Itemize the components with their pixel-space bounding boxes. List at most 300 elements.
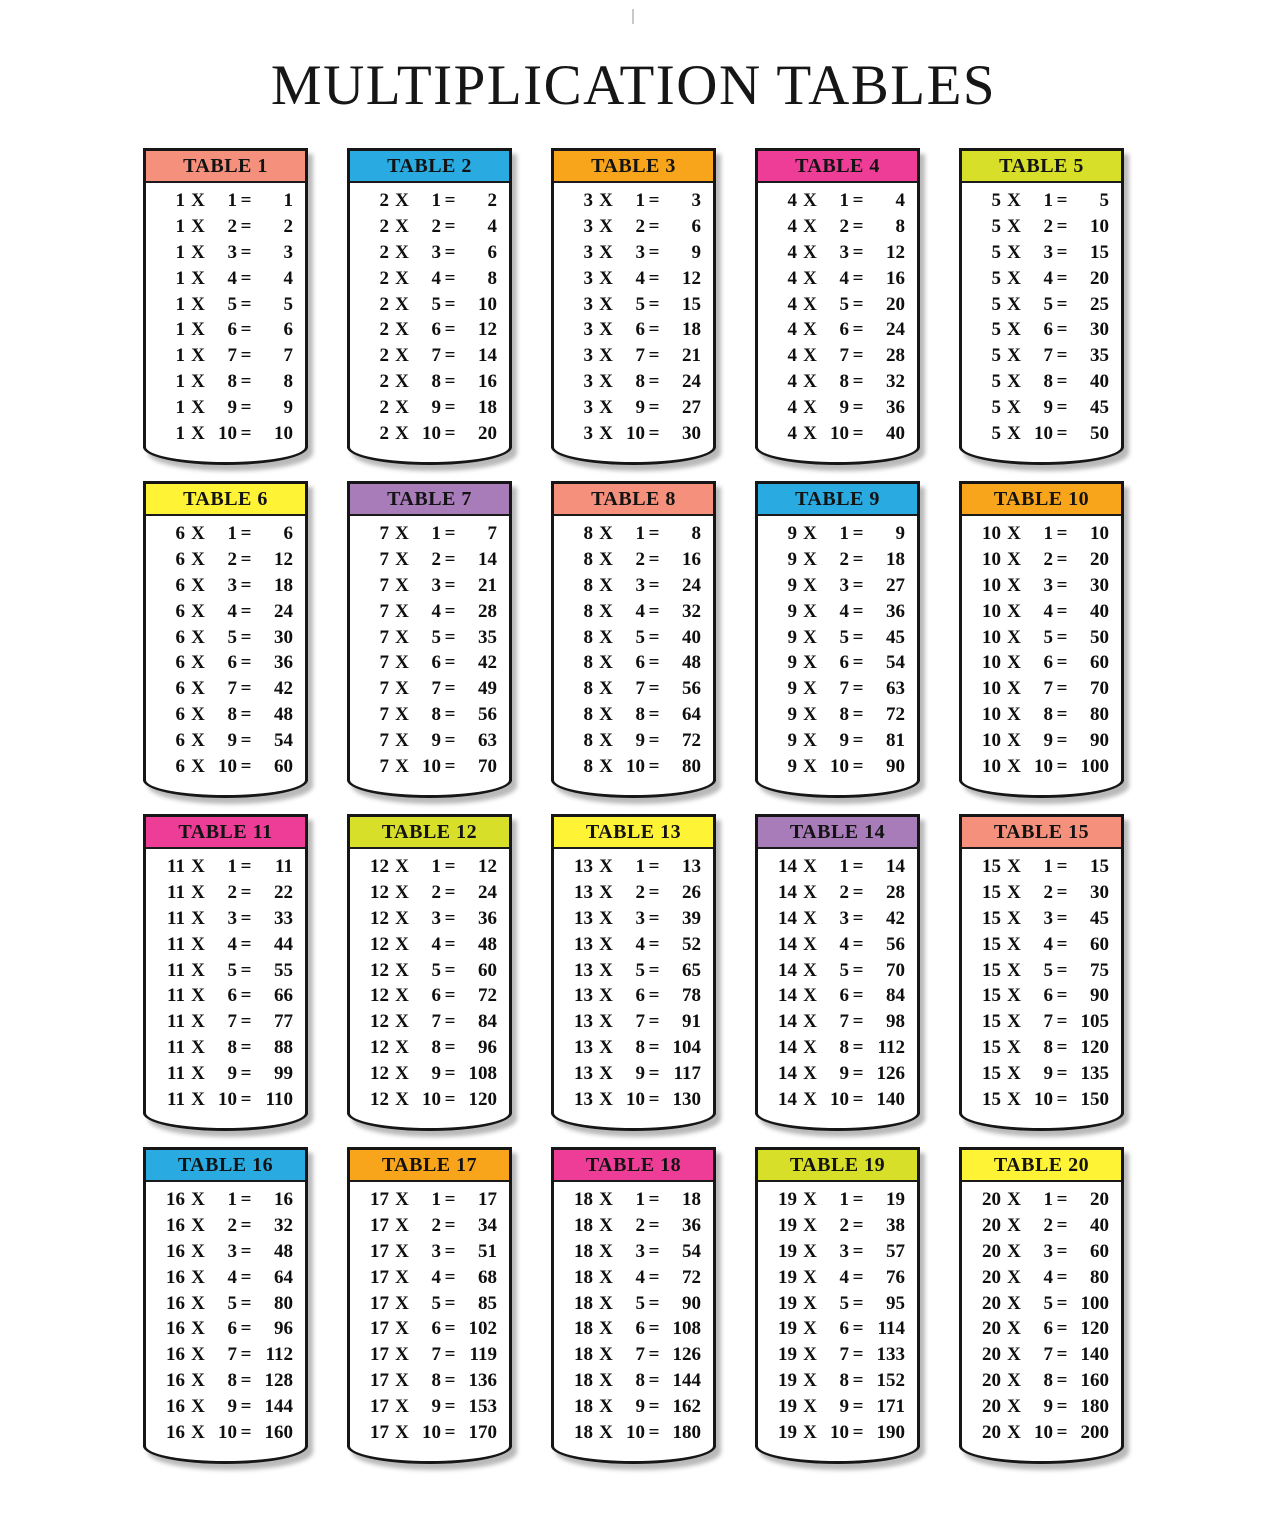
table-card-18: [551, 1147, 716, 1447]
table-card-rows: [146, 849, 305, 1112]
multiplier: 7: [1043, 345, 1053, 367]
multiplicand: 6: [175, 755, 185, 777]
equals-sign: =: [1056, 652, 1068, 674]
product: 65: [682, 959, 701, 981]
multiplicand: 18: [574, 1266, 593, 1288]
multiplicand: 18: [574, 1215, 593, 1237]
table-card-header: [758, 1150, 917, 1182]
multiplier: 6: [1043, 1318, 1053, 1340]
times-operator: X: [599, 345, 613, 367]
multiplication-row: [971, 343, 1109, 369]
product: 60: [1090, 652, 1109, 674]
multiplier: 4: [227, 933, 237, 955]
multiplication-row: [767, 421, 905, 447]
multiplication-row: [971, 240, 1109, 266]
multiplier: 2: [431, 216, 441, 238]
multiplication-row: [563, 395, 701, 421]
multiplication-row: [155, 599, 293, 625]
equals-sign: =: [1056, 190, 1068, 212]
equals-sign: =: [648, 652, 660, 674]
multiplicand: 13: [574, 959, 593, 981]
times-operator: X: [1007, 1395, 1021, 1417]
times-operator: X: [395, 985, 409, 1007]
equals-sign: =: [852, 907, 864, 929]
multiplicand: 4: [787, 396, 797, 418]
multiplier: 4: [227, 1266, 237, 1288]
multiplication-row: [767, 854, 905, 880]
multiplicand: 1: [175, 345, 185, 367]
multiplicand: 3: [583, 319, 593, 341]
multiplier: 2: [1043, 882, 1053, 904]
multiplication-row: [359, 369, 497, 395]
times-operator: X: [1007, 1344, 1021, 1366]
multiplicand: 20: [982, 1395, 1001, 1417]
equals-sign: =: [852, 1344, 864, 1366]
product: 190: [876, 1421, 905, 1443]
times-operator: X: [395, 600, 409, 622]
table-card-title: TABLE 12: [381, 821, 478, 844]
product: 91: [682, 1011, 701, 1033]
multiplier: 7: [431, 678, 441, 700]
table-card-rows: [962, 516, 1121, 779]
product: 102: [468, 1318, 497, 1340]
multiplicand: 13: [574, 1062, 593, 1084]
table-card-11: [143, 814, 308, 1114]
multiplier: 10: [1034, 755, 1053, 777]
multiplicand: 3: [583, 422, 593, 444]
multiplier: 4: [839, 600, 849, 622]
equals-sign: =: [1056, 907, 1068, 929]
table-card-17: [347, 1147, 512, 1447]
table-card-rows: [758, 1182, 917, 1445]
product: 72: [682, 729, 701, 751]
table-card-title: TABLE 18: [585, 1154, 682, 1177]
multiplicand: 16: [166, 1369, 185, 1391]
multiplication-row: [767, 728, 905, 754]
product: 54: [886, 652, 905, 674]
multiplicand: 17: [370, 1344, 389, 1366]
equals-sign: =: [852, 1011, 864, 1033]
multiplication-row: [971, 1187, 1109, 1213]
multiplicand: 13: [574, 882, 593, 904]
equals-sign: =: [648, 882, 660, 904]
multiplier: 10: [626, 1088, 645, 1110]
times-operator: X: [803, 216, 817, 238]
product: 35: [1090, 345, 1109, 367]
multiplication-row: [155, 521, 293, 547]
multiplication-row: [767, 1420, 905, 1446]
times-operator: X: [395, 574, 409, 596]
equals-sign: =: [852, 729, 864, 751]
multiplicand: 4: [787, 216, 797, 238]
multiplication-row: [971, 754, 1109, 780]
multiplier: 9: [431, 729, 441, 751]
product: 120: [468, 1088, 497, 1110]
times-operator: X: [803, 319, 817, 341]
multiplier: 7: [431, 345, 441, 367]
equals-sign: =: [648, 755, 660, 777]
multiplication-row: [155, 625, 293, 651]
equals-sign: =: [240, 1395, 252, 1417]
product: 77: [274, 1011, 293, 1033]
multiplicand: 10: [982, 549, 1001, 571]
product: 5: [1099, 190, 1109, 212]
multiplication-row: [155, 958, 293, 984]
multiplier: 7: [635, 1011, 645, 1033]
multiplicand: 7: [379, 652, 389, 674]
product: 133: [876, 1344, 905, 1366]
product: 117: [673, 1062, 701, 1084]
product: 10: [478, 293, 497, 315]
multiplication-row: [767, 1087, 905, 1113]
times-operator: X: [803, 1266, 817, 1288]
product: 3: [691, 190, 701, 212]
equals-sign: =: [852, 626, 864, 648]
multiplicand: 13: [574, 1011, 593, 1033]
product: 14: [478, 549, 497, 571]
multiplication-row: [155, 1239, 293, 1265]
multiplicand: 16: [166, 1189, 185, 1211]
multiplier: 5: [431, 293, 441, 315]
multiplier: 5: [431, 1292, 441, 1314]
table-card-header: [962, 484, 1121, 516]
multiplication-row: [563, 1368, 701, 1394]
times-operator: X: [599, 267, 613, 289]
product: 4: [895, 190, 905, 212]
multiplicand: 2: [379, 267, 389, 289]
multiplication-row: [155, 1316, 293, 1342]
times-operator: X: [803, 1189, 817, 1211]
equals-sign: =: [1056, 1240, 1068, 1262]
equals-sign: =: [648, 959, 660, 981]
times-operator: X: [395, 1011, 409, 1033]
multiplication-row: [563, 906, 701, 932]
times-operator: X: [803, 626, 817, 648]
equals-sign: =: [852, 703, 864, 725]
times-operator: X: [599, 319, 613, 341]
multiplicand: 9: [787, 549, 797, 571]
equals-sign: =: [240, 293, 252, 315]
equals-sign: =: [648, 345, 660, 367]
table-card-header: [962, 817, 1121, 849]
times-operator: X: [1007, 755, 1021, 777]
multiplicand: 8: [583, 626, 593, 648]
multiplicand: 15: [982, 985, 1001, 1007]
multiplicand: 1: [175, 293, 185, 315]
equals-sign: =: [852, 1062, 864, 1084]
product: 68: [478, 1266, 497, 1288]
multiplicand: 19: [778, 1240, 797, 1262]
multiplier: 2: [1043, 1215, 1053, 1237]
table-card-rows: [146, 1182, 305, 1445]
equals-sign: =: [648, 1215, 660, 1237]
multiplication-row: [155, 214, 293, 240]
times-operator: X: [191, 678, 205, 700]
times-operator: X: [395, 626, 409, 648]
equals-sign: =: [852, 1240, 864, 1262]
times-operator: X: [803, 293, 817, 315]
equals-sign: =: [648, 1344, 660, 1366]
multiplicand: 6: [175, 729, 185, 751]
table-card-title: TABLE 19: [789, 1154, 886, 1177]
multiplication-row: [563, 650, 701, 676]
multiplier: 3: [227, 241, 237, 263]
product: 24: [886, 319, 905, 341]
table-card-13: [551, 814, 716, 1114]
multiplication-row: [359, 214, 497, 240]
times-operator: X: [191, 216, 205, 238]
multiplication-row: [563, 547, 701, 573]
product: 114: [877, 1318, 905, 1340]
multiplication-row: [359, 754, 497, 780]
product: 30: [1090, 574, 1109, 596]
equals-sign: =: [444, 1240, 456, 1262]
multiplication-row: [971, 676, 1109, 702]
multiplication-row: [155, 1368, 293, 1394]
multiplication-row: [155, 1187, 293, 1213]
product: 32: [682, 600, 701, 622]
times-operator: X: [1007, 293, 1021, 315]
equals-sign: =: [444, 319, 456, 341]
multiplicand: 6: [175, 626, 185, 648]
equals-sign: =: [240, 396, 252, 418]
multiplier: 4: [839, 933, 849, 955]
multiplication-row: [971, 188, 1109, 214]
equals-sign: =: [1056, 729, 1068, 751]
multiplication-row: [155, 676, 293, 702]
product: 20: [1090, 549, 1109, 571]
equals-sign: =: [852, 241, 864, 263]
product: 14: [478, 345, 497, 367]
multiplicand: 12: [370, 1036, 389, 1058]
equals-sign: =: [1056, 755, 1068, 777]
times-operator: X: [599, 626, 613, 648]
equals-sign: =: [1056, 1062, 1068, 1084]
times-operator: X: [1007, 267, 1021, 289]
multiplicand: 9: [787, 626, 797, 648]
multiplication-row: [359, 421, 497, 447]
equals-sign: =: [240, 1292, 252, 1314]
multiplication-row: [563, 1394, 701, 1420]
multiplicand: 4: [787, 293, 797, 315]
multiplicand: 20: [982, 1240, 1001, 1262]
equals-sign: =: [240, 959, 252, 981]
multiplication-row: [971, 728, 1109, 754]
table-card-2: [347, 148, 512, 448]
times-operator: X: [395, 652, 409, 674]
multiplication-row: [155, 702, 293, 728]
multiplication-row: [971, 1265, 1109, 1291]
multiplier: 2: [839, 216, 849, 238]
multiplicand: 5: [991, 190, 1001, 212]
equals-sign: =: [852, 600, 864, 622]
equals-sign: =: [444, 345, 456, 367]
product: 18: [274, 574, 293, 596]
times-operator: X: [191, 985, 205, 1007]
multiplication-row: [359, 395, 497, 421]
multiplier: 6: [1043, 985, 1053, 1007]
multiplier: 4: [635, 1266, 645, 1288]
multiplication-row: [359, 906, 497, 932]
multiplicand: 17: [370, 1292, 389, 1314]
times-operator: X: [191, 703, 205, 725]
multiplicand: 9: [787, 652, 797, 674]
multiplier: 6: [431, 1318, 441, 1340]
multiplication-row: [359, 547, 497, 573]
multiplicand: 5: [991, 319, 1001, 341]
multiplier: 8: [839, 1036, 849, 1058]
multiplicand: 6: [175, 523, 185, 545]
multiplication-row: [155, 547, 293, 573]
multiplicand: 2: [379, 345, 389, 367]
equals-sign: =: [648, 216, 660, 238]
multiplier: 9: [431, 1395, 441, 1417]
multiplier: 6: [1043, 652, 1053, 674]
multiplicand: 7: [379, 755, 389, 777]
equals-sign: =: [240, 345, 252, 367]
multiplicand: 19: [778, 1344, 797, 1366]
product: 20: [478, 422, 497, 444]
multiplicand: 20: [982, 1318, 1001, 1340]
multiplier: 4: [431, 933, 441, 955]
multiplication-row: [563, 266, 701, 292]
multiplication-row: [359, 292, 497, 318]
equals-sign: =: [240, 1369, 252, 1391]
multiplication-row: [563, 1087, 701, 1113]
multiplier: 3: [1043, 574, 1053, 596]
times-operator: X: [395, 396, 409, 418]
times-operator: X: [191, 1011, 205, 1033]
table-card-header: [146, 484, 305, 516]
multiplication-row: [767, 1213, 905, 1239]
product: 9: [691, 241, 701, 263]
times-operator: X: [395, 1088, 409, 1110]
times-operator: X: [395, 729, 409, 751]
product: 36: [682, 1215, 701, 1237]
product: 108: [672, 1318, 701, 1340]
multiplicand: 6: [175, 600, 185, 622]
equals-sign: =: [444, 856, 456, 878]
multiplier: 2: [635, 1215, 645, 1237]
times-operator: X: [395, 1292, 409, 1314]
times-operator: X: [599, 523, 613, 545]
multiplicand: 9: [787, 678, 797, 700]
equals-sign: =: [852, 345, 864, 367]
multiplier: 9: [839, 396, 849, 418]
times-operator: X: [803, 241, 817, 263]
multiplication-row: [359, 854, 497, 880]
multiplicand: 17: [370, 1266, 389, 1288]
multiplication-row: [359, 1394, 497, 1420]
multiplier: 10: [218, 1088, 237, 1110]
multiplier: 9: [1043, 1395, 1053, 1417]
times-operator: X: [1007, 1292, 1021, 1314]
multiplication-row: [971, 599, 1109, 625]
multiplier: 9: [1043, 1062, 1053, 1084]
times-operator: X: [191, 755, 205, 777]
product: 63: [478, 729, 497, 751]
equals-sign: =: [1056, 1088, 1068, 1110]
multiplier: 4: [635, 267, 645, 289]
multiplier: 5: [1043, 626, 1053, 648]
multiplier: 6: [227, 1318, 237, 1340]
multiplication-row: [563, 1420, 701, 1446]
product: 16: [274, 1189, 293, 1211]
times-operator: X: [191, 856, 205, 878]
equals-sign: =: [444, 216, 456, 238]
multiplication-row: [563, 958, 701, 984]
times-operator: X: [1007, 1240, 1021, 1262]
multiplicand: 15: [982, 1062, 1001, 1084]
multiplication-row: [359, 983, 497, 1009]
multiplicand: 9: [787, 574, 797, 596]
multiplication-row: [155, 854, 293, 880]
product: 60: [1090, 933, 1109, 955]
multiplicand: 12: [370, 882, 389, 904]
multiplier: 1: [839, 1189, 849, 1211]
table-card-rows: [758, 516, 917, 779]
multiplicand: 12: [370, 1062, 389, 1084]
multiplication-row: [767, 188, 905, 214]
equals-sign: =: [1056, 267, 1068, 289]
multiplication-row: [155, 369, 293, 395]
multiplicand: 10: [982, 755, 1001, 777]
multiplicand: 10: [982, 678, 1001, 700]
multiplicand: 19: [778, 1421, 797, 1443]
equals-sign: =: [648, 1189, 660, 1211]
table-card-rows: [962, 849, 1121, 1112]
multiplier: 2: [1043, 549, 1053, 571]
equals-sign: =: [240, 1088, 252, 1110]
equals-sign: =: [444, 1062, 456, 1084]
times-operator: X: [599, 1395, 613, 1417]
equals-sign: =: [1056, 293, 1068, 315]
product: 21: [478, 574, 497, 596]
equals-sign: =: [444, 1088, 456, 1110]
multiplication-row: [155, 1061, 293, 1087]
equals-sign: =: [444, 241, 456, 263]
multiplication-row: [767, 599, 905, 625]
multiplication-row: [155, 1087, 293, 1113]
multiplicand: 10: [982, 729, 1001, 751]
table-card-rows: [146, 183, 305, 446]
table-card-6: [143, 481, 308, 781]
multiplier: 1: [227, 856, 237, 878]
product: 45: [1090, 907, 1109, 929]
times-operator: X: [803, 933, 817, 955]
table-card-header: [554, 1150, 713, 1182]
multiplication-row: [563, 1213, 701, 1239]
equals-sign: =: [648, 370, 660, 392]
multiplicand: 5: [991, 241, 1001, 263]
multiplicand: 6: [175, 549, 185, 571]
multiplication-row: [563, 1291, 701, 1317]
product: 50: [1090, 626, 1109, 648]
multiplication-row: [971, 854, 1109, 880]
multiplier: 3: [839, 241, 849, 263]
product: 24: [682, 574, 701, 596]
multiplier: 10: [1034, 422, 1053, 444]
multiplier: 7: [839, 1344, 849, 1366]
multiplication-row: [563, 854, 701, 880]
multiplicand: 14: [778, 882, 797, 904]
multiplication-row: [767, 880, 905, 906]
equals-sign: =: [1056, 345, 1068, 367]
equals-sign: =: [240, 907, 252, 929]
equals-sign: =: [240, 1240, 252, 1262]
product: 7: [283, 345, 293, 367]
multiplication-row: [155, 754, 293, 780]
